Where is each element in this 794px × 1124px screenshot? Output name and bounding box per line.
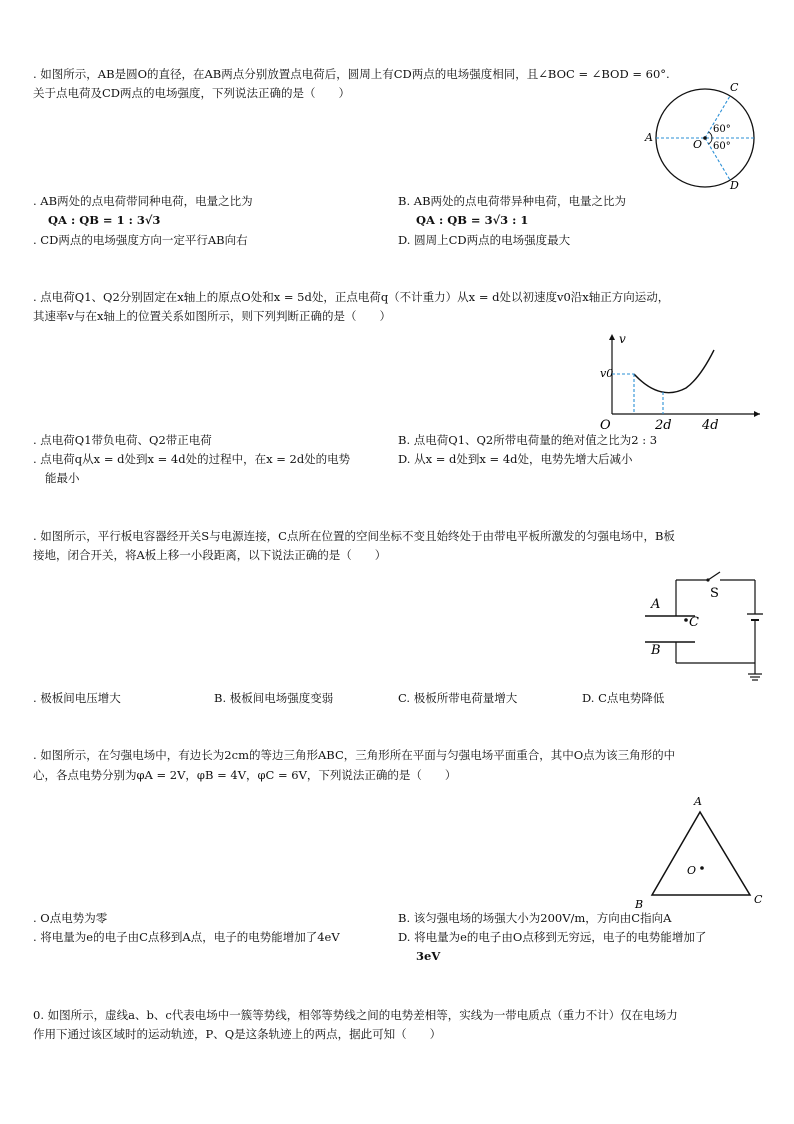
q7-origin: O xyxy=(600,418,611,433)
q9-vertex-c: C xyxy=(754,893,763,906)
q7-option-b: B. 点电荷Q1、Q2所带电荷量的绝对值之比为2 : 3 xyxy=(398,433,658,447)
q8-capacitor-circuit xyxy=(640,568,765,686)
q8-option-d: D. C点电势降低 xyxy=(582,691,665,705)
q8-stem-line1: . 如图所示，平行板电容器经开关S与电源连接，C点所在位置的空间坐标不变且始终处于由带电平板所激发的匀强电场中，B板 xyxy=(33,529,675,543)
q7-stem-line2: 其速率v与在x轴上的位置关系如图所示，则下列判断正确的是（ ） xyxy=(33,309,391,323)
q9-option-d-line1: D. 将电量为e的电子由O点移到无穷远，电子的电势能增加了 xyxy=(398,930,707,944)
q8-option-a: . 极板间电压增大 xyxy=(33,691,121,705)
q10-stem-line1: 0. 如图所示，虚线a、b、c代表电场中一簇等势线，相邻等势线之间的电势差相等，实线为一带电质点（重力不计）仅在电场力 xyxy=(33,1008,678,1022)
q9-option-c: . 将电量为e的电子由C点移到A点，电子的电势能增加了4eV xyxy=(33,930,340,944)
q9-option-a: . O点电势为零 xyxy=(33,911,108,925)
q7-label-v0: v0 xyxy=(600,367,614,380)
q7-axis-v: v xyxy=(619,332,626,346)
q8-option-b: B. 极板间电场强度变弱 xyxy=(214,691,334,705)
q6-option-c: . CD两点的电场强度方向一定平行AB向右 xyxy=(33,233,248,247)
q6-option-a-line2: QA : QB = 1 : 3√3 xyxy=(48,213,161,227)
q6-option-b-line1: B. AB两处的点电荷带异种电荷，电量之比为 xyxy=(398,194,627,208)
q7-option-c-line1: . 点电荷q从x = d处到x = 4d处的过程中，在x = 2d处的电势 xyxy=(33,452,351,466)
q9-option-b: B. 该匀强电场的场强大小为200V/m，方向由C指向A xyxy=(398,911,672,925)
q6-angle-lower: 60° xyxy=(713,141,731,152)
q6-circle-figure xyxy=(640,78,765,196)
q10-stem-line2: 作用下通过该区域时的运动轨迹，P、Q是这条轨迹上的两点，据此可知（ ） xyxy=(33,1027,442,1041)
q6-angle-upper: 60° xyxy=(713,124,731,135)
q6-option-a-line1: . AB两处的点电荷带同种电荷，电量之比为 xyxy=(33,194,253,208)
q8-point-c: C xyxy=(689,615,699,630)
q7-stem-line1: . 点电荷Q1、Q2分别固定在x轴上的原点O处和x = 5d处，正点电荷q（不计重力）从x = d处以初速度v0沿x轴正方向运动， xyxy=(33,290,670,304)
q8-switch-label: S xyxy=(710,586,719,601)
q6-label-O: O xyxy=(693,138,703,151)
q9-center-o: O xyxy=(687,864,697,877)
q7-tick-4d: 4d xyxy=(702,418,719,433)
q9-vertex-b: B xyxy=(635,898,644,911)
q9-stem-line1: . 如图所示，在匀强电场中，有边长为2cm的等边三角形ABC，三角形所在平面与匀强电场平面重合，其中O点为该三角形的中 xyxy=(33,748,676,762)
q8-plate-a: A xyxy=(651,597,661,612)
q6-option-d: D. 圆周上CD两点的电场强度最大 xyxy=(398,233,571,247)
q6-label-D: D xyxy=(730,179,739,192)
q9-stem-line2: 心，各点电势分别为φA = 2V，φB = 4V，φC = 6V，下列说法正确的是（ ） xyxy=(33,768,457,782)
q8-plate-b: B xyxy=(651,643,661,658)
q7-tick-2d: 2d xyxy=(655,418,672,433)
q9-vertex-a: A xyxy=(694,795,702,808)
q7-option-c-line2: 能最小 xyxy=(45,471,80,485)
q6-stem-line2: 关于点电荷及CD两点的电场强度，下列说法正确的是（ ） xyxy=(33,86,351,100)
q7-option-a: . 点电荷Q1带负电荷、Q2带正电荷 xyxy=(33,433,212,447)
q7-option-d: D. 从x = d处到x = 4d处，电势先增大后减小 xyxy=(398,452,633,466)
q6-label-C: C xyxy=(730,81,739,94)
q8-stem-line2: 接地，闭合开关，将A板上移一小段距离，以下说法正确的是（ ） xyxy=(33,548,387,562)
q9-triangle-figure xyxy=(630,790,770,911)
q9-option-d-line2: 3eV xyxy=(416,949,441,963)
q6-option-b-line2: QA : QB = 3√3 : 1 xyxy=(416,213,529,227)
q6-label-A: A xyxy=(645,131,653,144)
q7-velocity-graph xyxy=(598,330,768,433)
q8-option-c: C. 极板所带电荷量增大 xyxy=(398,691,518,705)
q6-stem-line1: . 如图所示，AB是圆O的直径，在AB两点分别放置点电荷后，圆周上有CD两点的电场强度相同，且∠BOC = ∠BOD = 60°. xyxy=(33,67,670,81)
